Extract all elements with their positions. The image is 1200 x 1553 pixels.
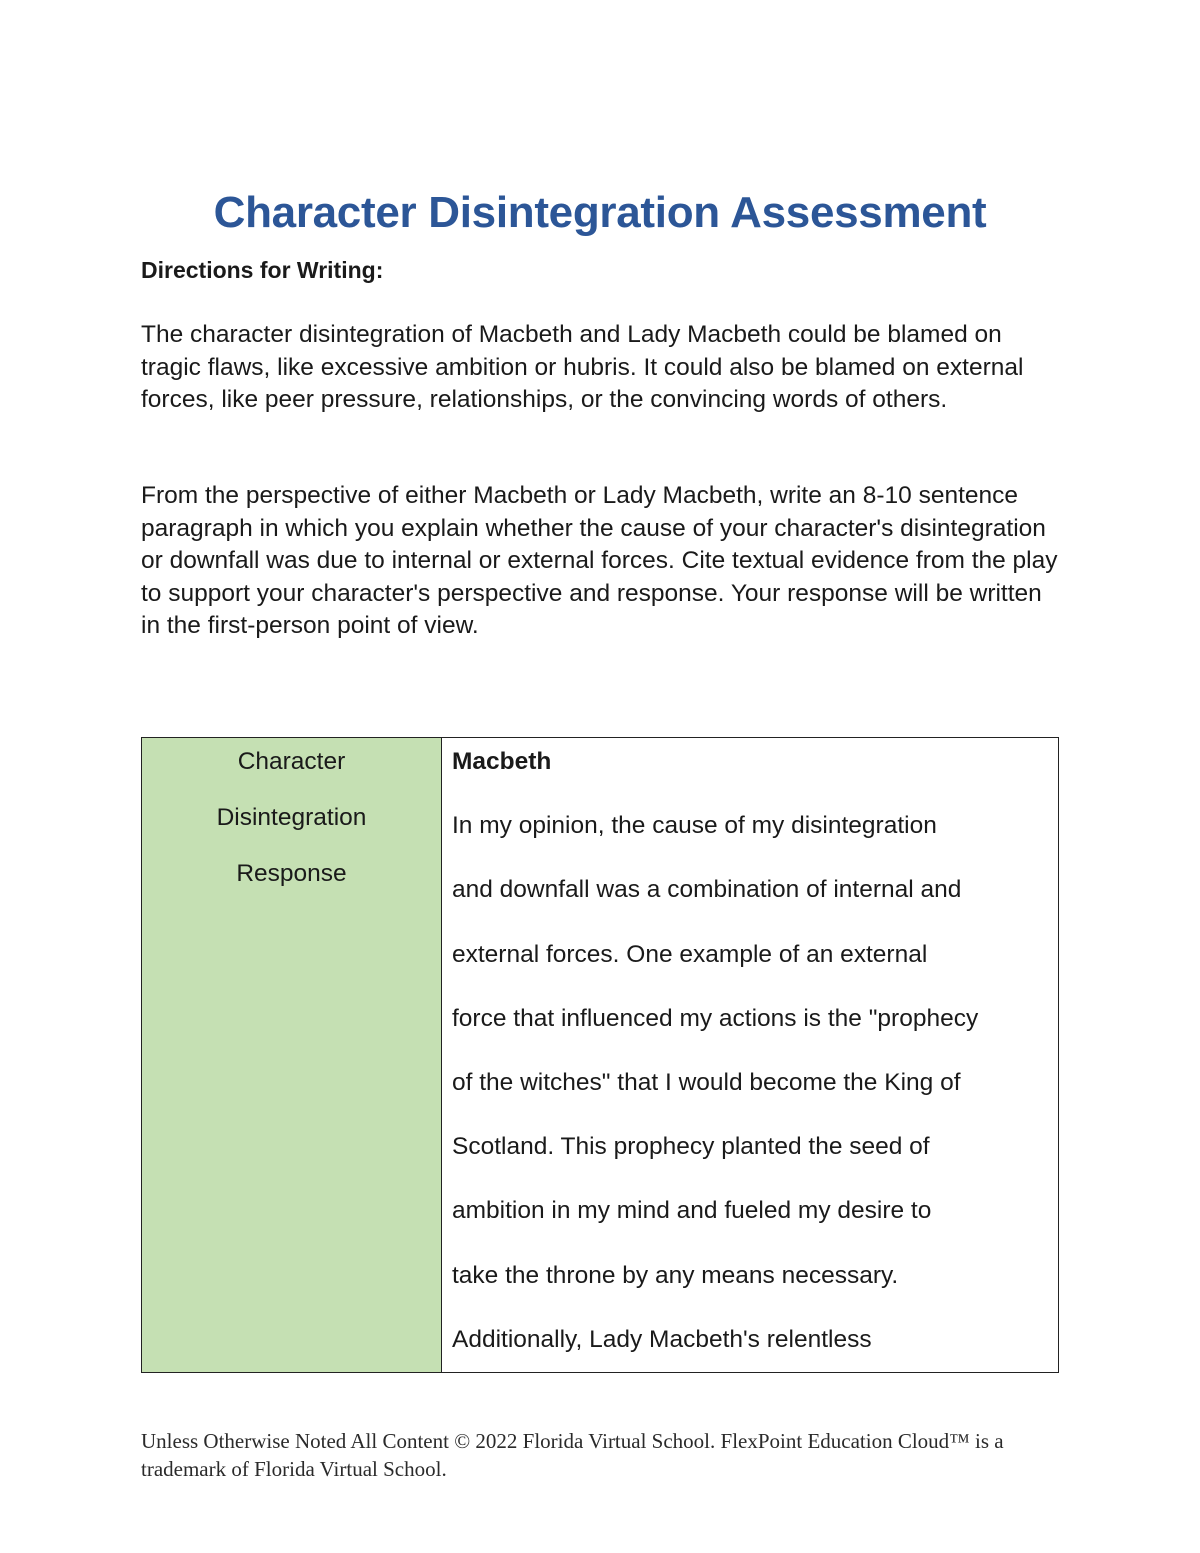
response-cell <box>442 738 1059 1373</box>
label-cell <box>142 738 442 1373</box>
response-line: Scotland. This prophecy planted the seed of <box>452 1133 930 1161</box>
response-line: of the witches" that I would become the King of <box>452 1069 961 1097</box>
directions-heading: Directions for Writing: <box>141 257 384 283</box>
response-line: and downfall was a combination of internal and <box>452 876 962 904</box>
response-table <box>141 737 1059 1373</box>
footer-copyright: Unless Otherwise Noted All Content © 2022 Florida Virtual School. FlexPoint Education Cloud™ is a trademark of Florida Virtual School. <box>141 1429 1004 1481</box>
directions-paragraph-1: The character disintegration of Macbeth and Lady Macbeth could be blamed on tragic flaws, like excessive ambition or hubris. It could also be blamed on external forces, like peer pressure, relationships, or the convincing words of others. <box>141 321 1024 413</box>
directions-paragraph-2: From the perspective of either Macbeth or Lady Macbeth, write an 8-10 sentence paragraph in which you explain whether the cause of your character's disintegration or downfall was due to internal or external forces. Cite textual evidence from the play to support your character's perspective and response. Your response will be written in the first-person point of view. <box>141 482 1058 639</box>
response-line: Additionally, Lady Macbeth's relentless <box>452 1325 872 1353</box>
response-line: take the throne by any means necessary. <box>452 1261 899 1289</box>
page-title: Character Disintegration Assessment <box>213 188 987 237</box>
label-line-character: Character <box>237 748 346 775</box>
response-line: force that influenced my actions is the "prophecy <box>452 1004 979 1032</box>
response-line: external forces. One example of an external <box>452 940 928 968</box>
table-row <box>142 738 1059 1373</box>
label-line-disintegration: Disintegration <box>216 804 367 832</box>
character-name: Macbeth <box>452 748 552 775</box>
response-line: In my opinion, the cause of my disintegration <box>452 812 937 840</box>
response-line: ambition in my mind and fueled my desire to <box>452 1197 932 1225</box>
label-line-response: Response <box>236 860 347 888</box>
